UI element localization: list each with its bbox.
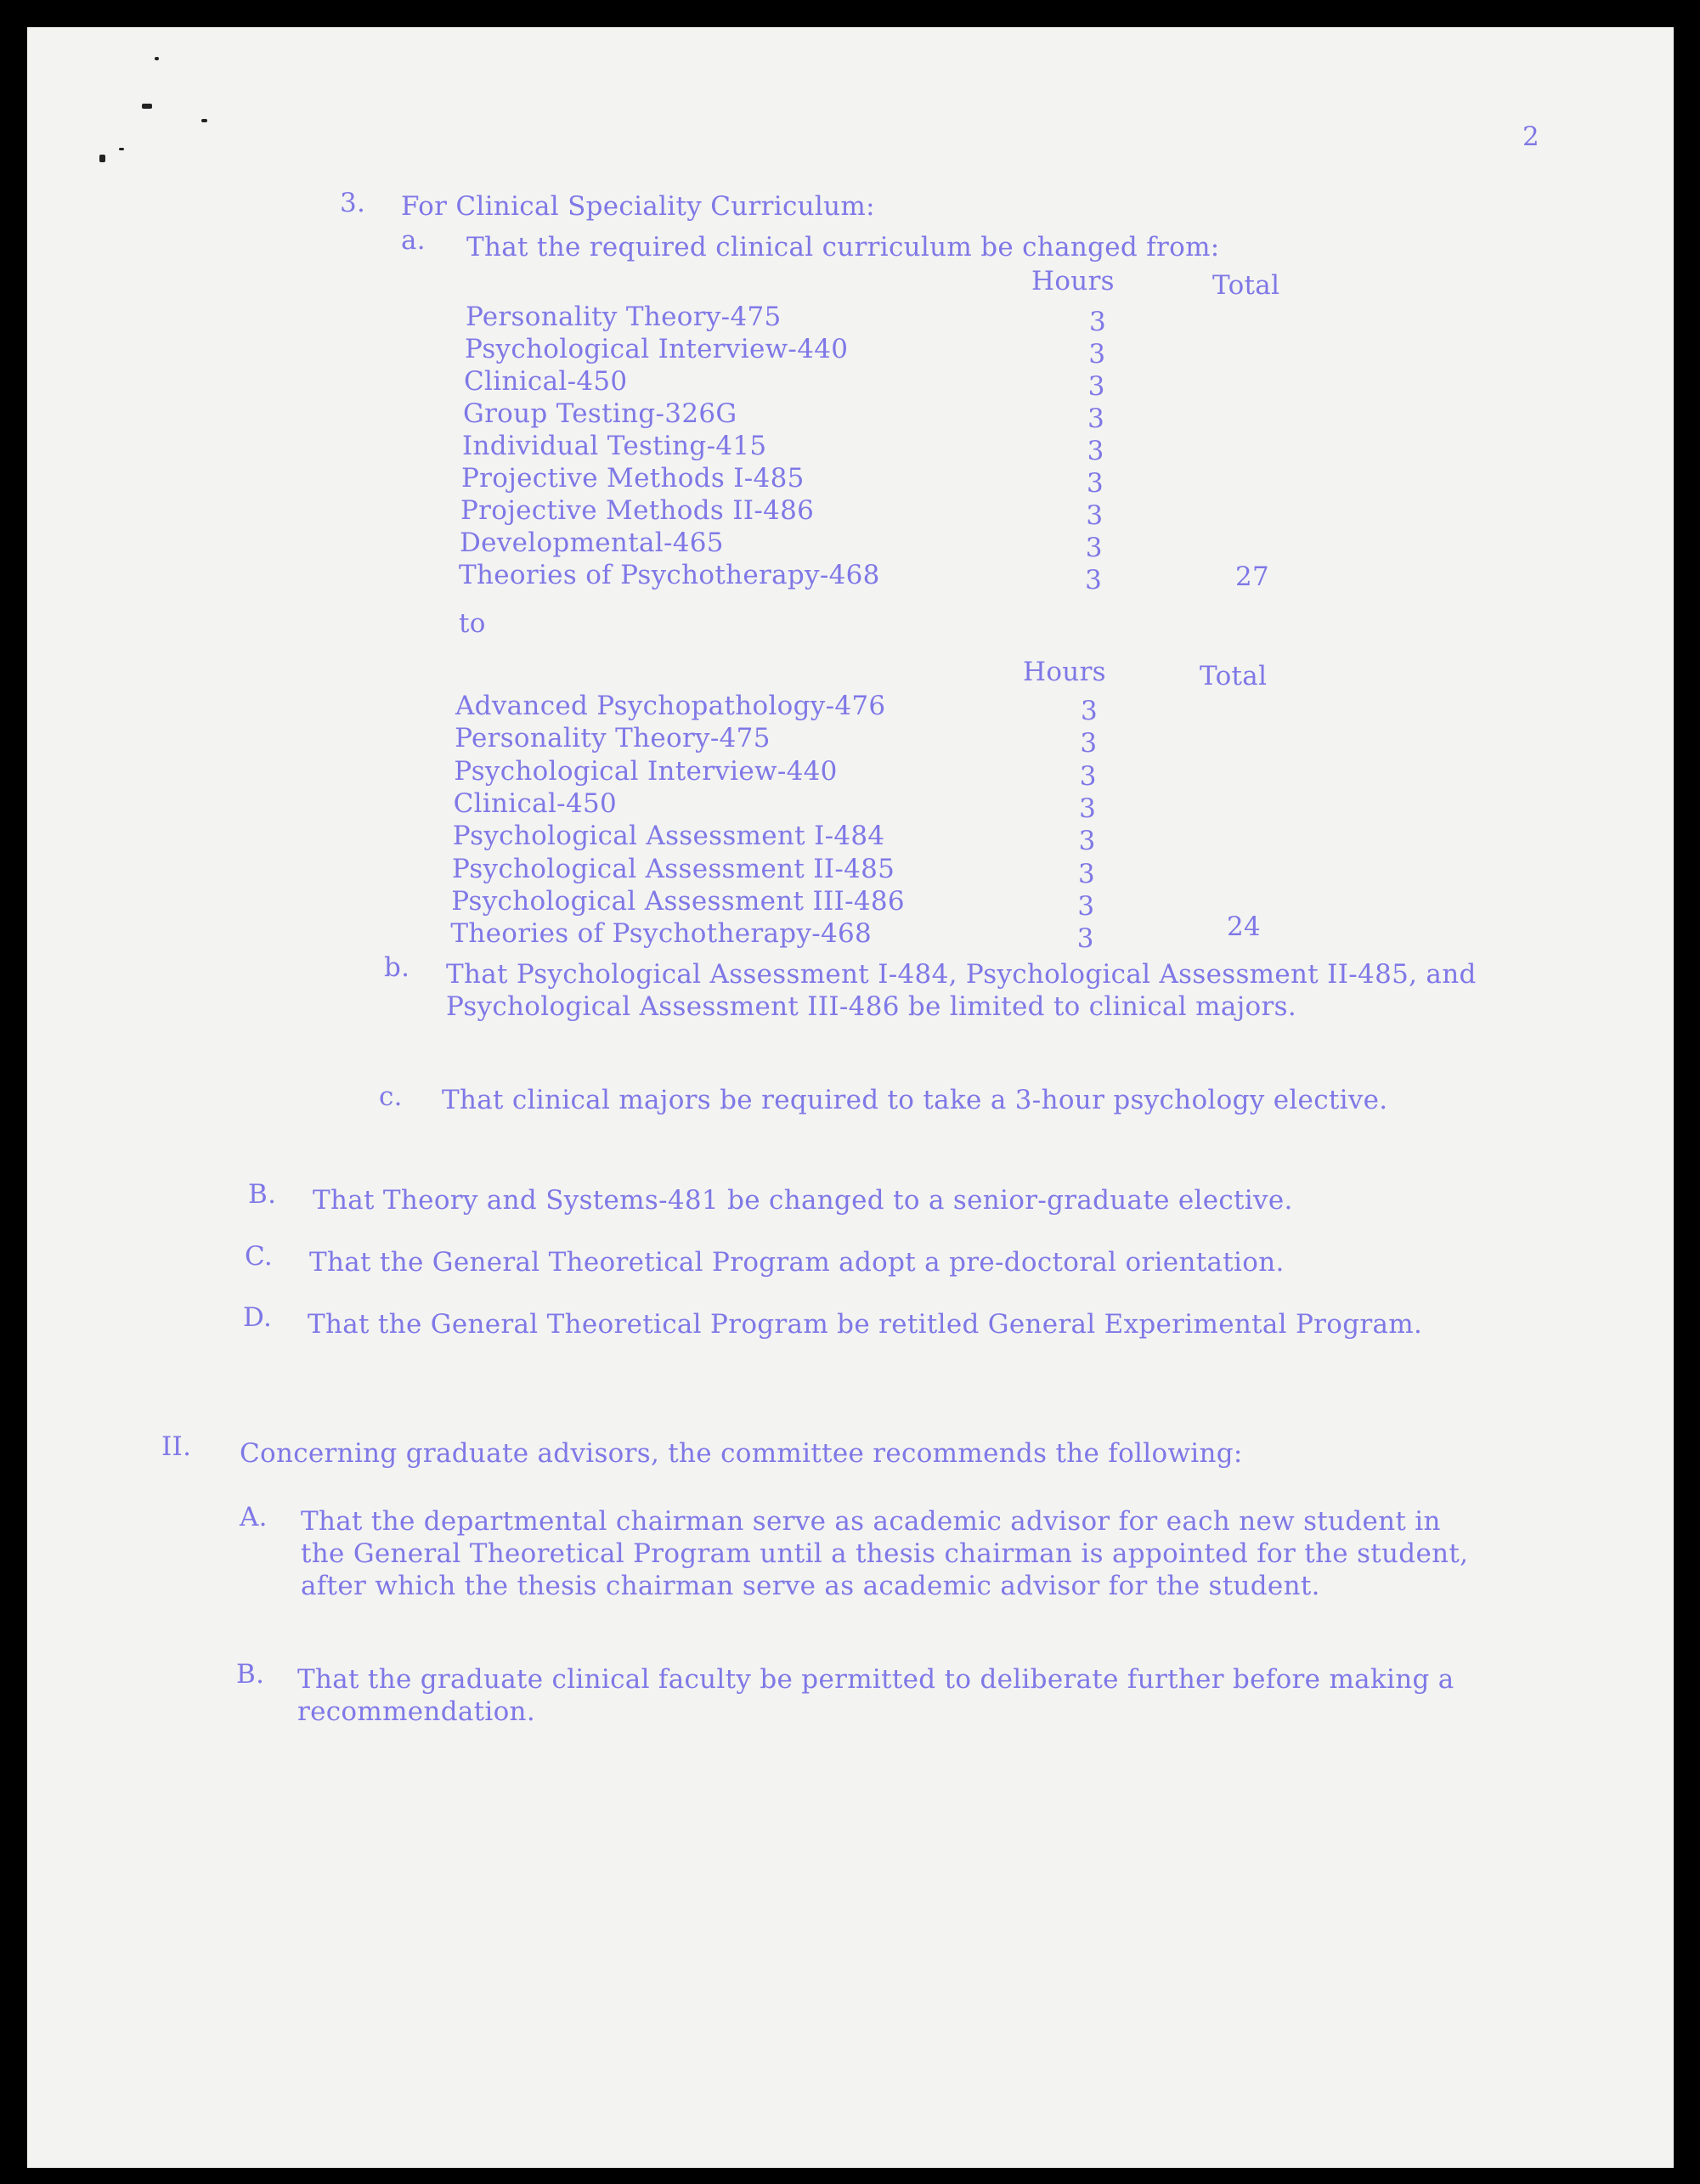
- course-hours: 3: [1086, 500, 1104, 531]
- course-name: Theories of Psychotherapy-468: [459, 560, 880, 590]
- item-D-marker: D.: [243, 1302, 273, 1333]
- course-hours: 3: [1087, 404, 1105, 434]
- item-b-marker: b.: [384, 952, 410, 983]
- old-total: 27: [1235, 562, 1270, 592]
- course-name: Developmental-465: [460, 528, 724, 558]
- course-hours: 3: [1079, 760, 1097, 792]
- course-name: Clinical-450: [464, 366, 628, 397]
- ink-speck: [119, 148, 124, 150]
- section-II-item-B-text: That the graduate clinical faculty be permitted to deliberate further before making a recommendation.: [297, 1664, 1454, 1727]
- section-II-item-B-marker: B.: [236, 1659, 265, 1690]
- course-hours: 3: [1077, 858, 1096, 889]
- section-3-heading: For Clinical Speciality Curriculum:: [401, 191, 875, 222]
- page-number: 2: [1522, 121, 1540, 152]
- course-name: Psychological Interview-440: [454, 755, 838, 787]
- course-hours: 3: [1080, 696, 1099, 726]
- section-II-item-A-marker: A.: [240, 1502, 268, 1532]
- course-hours: 3: [1085, 533, 1103, 563]
- course-hours: 3: [1086, 468, 1104, 499]
- item-C-marker: C.: [245, 1241, 274, 1272]
- section-3-marker: 3.: [340, 188, 366, 218]
- course-hours: 3: [1079, 793, 1097, 824]
- course-name: Projective Methods I-485: [461, 463, 805, 494]
- item-c-marker: c.: [379, 1081, 403, 1112]
- course-hours: 3: [1087, 371, 1105, 402]
- item-B-text: That Theory and Systems-481 be changed to a senior-graduate elective.: [313, 1185, 1293, 1216]
- course-name: Psychological Assessment III-486: [451, 885, 905, 917]
- item-D-text: That the General Theoretical Program be retitled General Experimental Program.: [308, 1309, 1423, 1340]
- course-hours: 3: [1077, 890, 1095, 922]
- course-hours: 3: [1088, 339, 1106, 370]
- document-page: [27, 27, 1674, 2168]
- course-name: Projective Methods II-486: [460, 495, 815, 526]
- course-name: Group Testing-326G: [463, 398, 737, 429]
- course-name: Clinical-450: [453, 787, 618, 819]
- course-hours: 3: [1080, 728, 1098, 759]
- course-hours: 3: [1088, 307, 1107, 337]
- course-hours: 3: [1085, 565, 1103, 595]
- course-name: Advanced Psychopathology-476: [455, 691, 886, 721]
- to-word: to: [459, 608, 486, 639]
- course-name: Psychological Assessment II-485: [452, 853, 895, 884]
- section-II-heading: Concerning graduate advisors, the committee recommends the following:: [240, 1438, 1243, 1469]
- item-C-text: That the General Theoretical Program adopt a pre-doctoral orientation.: [309, 1247, 1285, 1278]
- item-a-text: That the required clinical curriculum be changed from:: [466, 232, 1220, 262]
- section-II-item-A-text: That the departmental chairman serve as academic advisor for each new student in the General Theoretical Program until a thesis chairman is appointed for the student, after which the thesis chairman serve as academic advisor for the student.: [301, 1506, 1469, 1601]
- new-total: 24: [1227, 911, 1262, 942]
- course-name: Theories of Psychotherapy-468: [450, 918, 873, 950]
- course-hours: 3: [1078, 826, 1096, 857]
- item-B-marker: B.: [248, 1179, 277, 1210]
- hours-header: Hours: [1031, 266, 1115, 296]
- section-II-marker: II.: [161, 1431, 192, 1462]
- course-name: Individual Testing-415: [462, 431, 767, 461]
- total-header: Total: [1212, 270, 1280, 301]
- total-header-2: Total: [1200, 661, 1268, 691]
- ink-speck: [155, 57, 159, 60]
- course-name: Psychological Assessment I-484: [452, 821, 885, 852]
- course-hours: 3: [1087, 436, 1104, 466]
- course-name: Personality Theory-475: [455, 723, 771, 754]
- item-b-text: That Psychological Assessment I-484, Psychological Assessment II-485, and Psychological Assessment III-486 be limited to clinical majors.: [446, 959, 1477, 1022]
- course-hours: 3: [1076, 923, 1094, 955]
- ink-speck: [99, 155, 105, 162]
- course-name: Psychological Interview-440: [465, 334, 849, 364]
- item-c-text: That clinical majors be required to take a 3-hour psychology elective.: [442, 1085, 1388, 1115]
- item-a-marker: a.: [401, 225, 426, 256]
- ink-speck: [142, 104, 152, 109]
- hours-header-2: Hours: [1023, 657, 1106, 687]
- ink-speck: [201, 119, 207, 122]
- course-name: Personality Theory-475: [466, 302, 782, 332]
